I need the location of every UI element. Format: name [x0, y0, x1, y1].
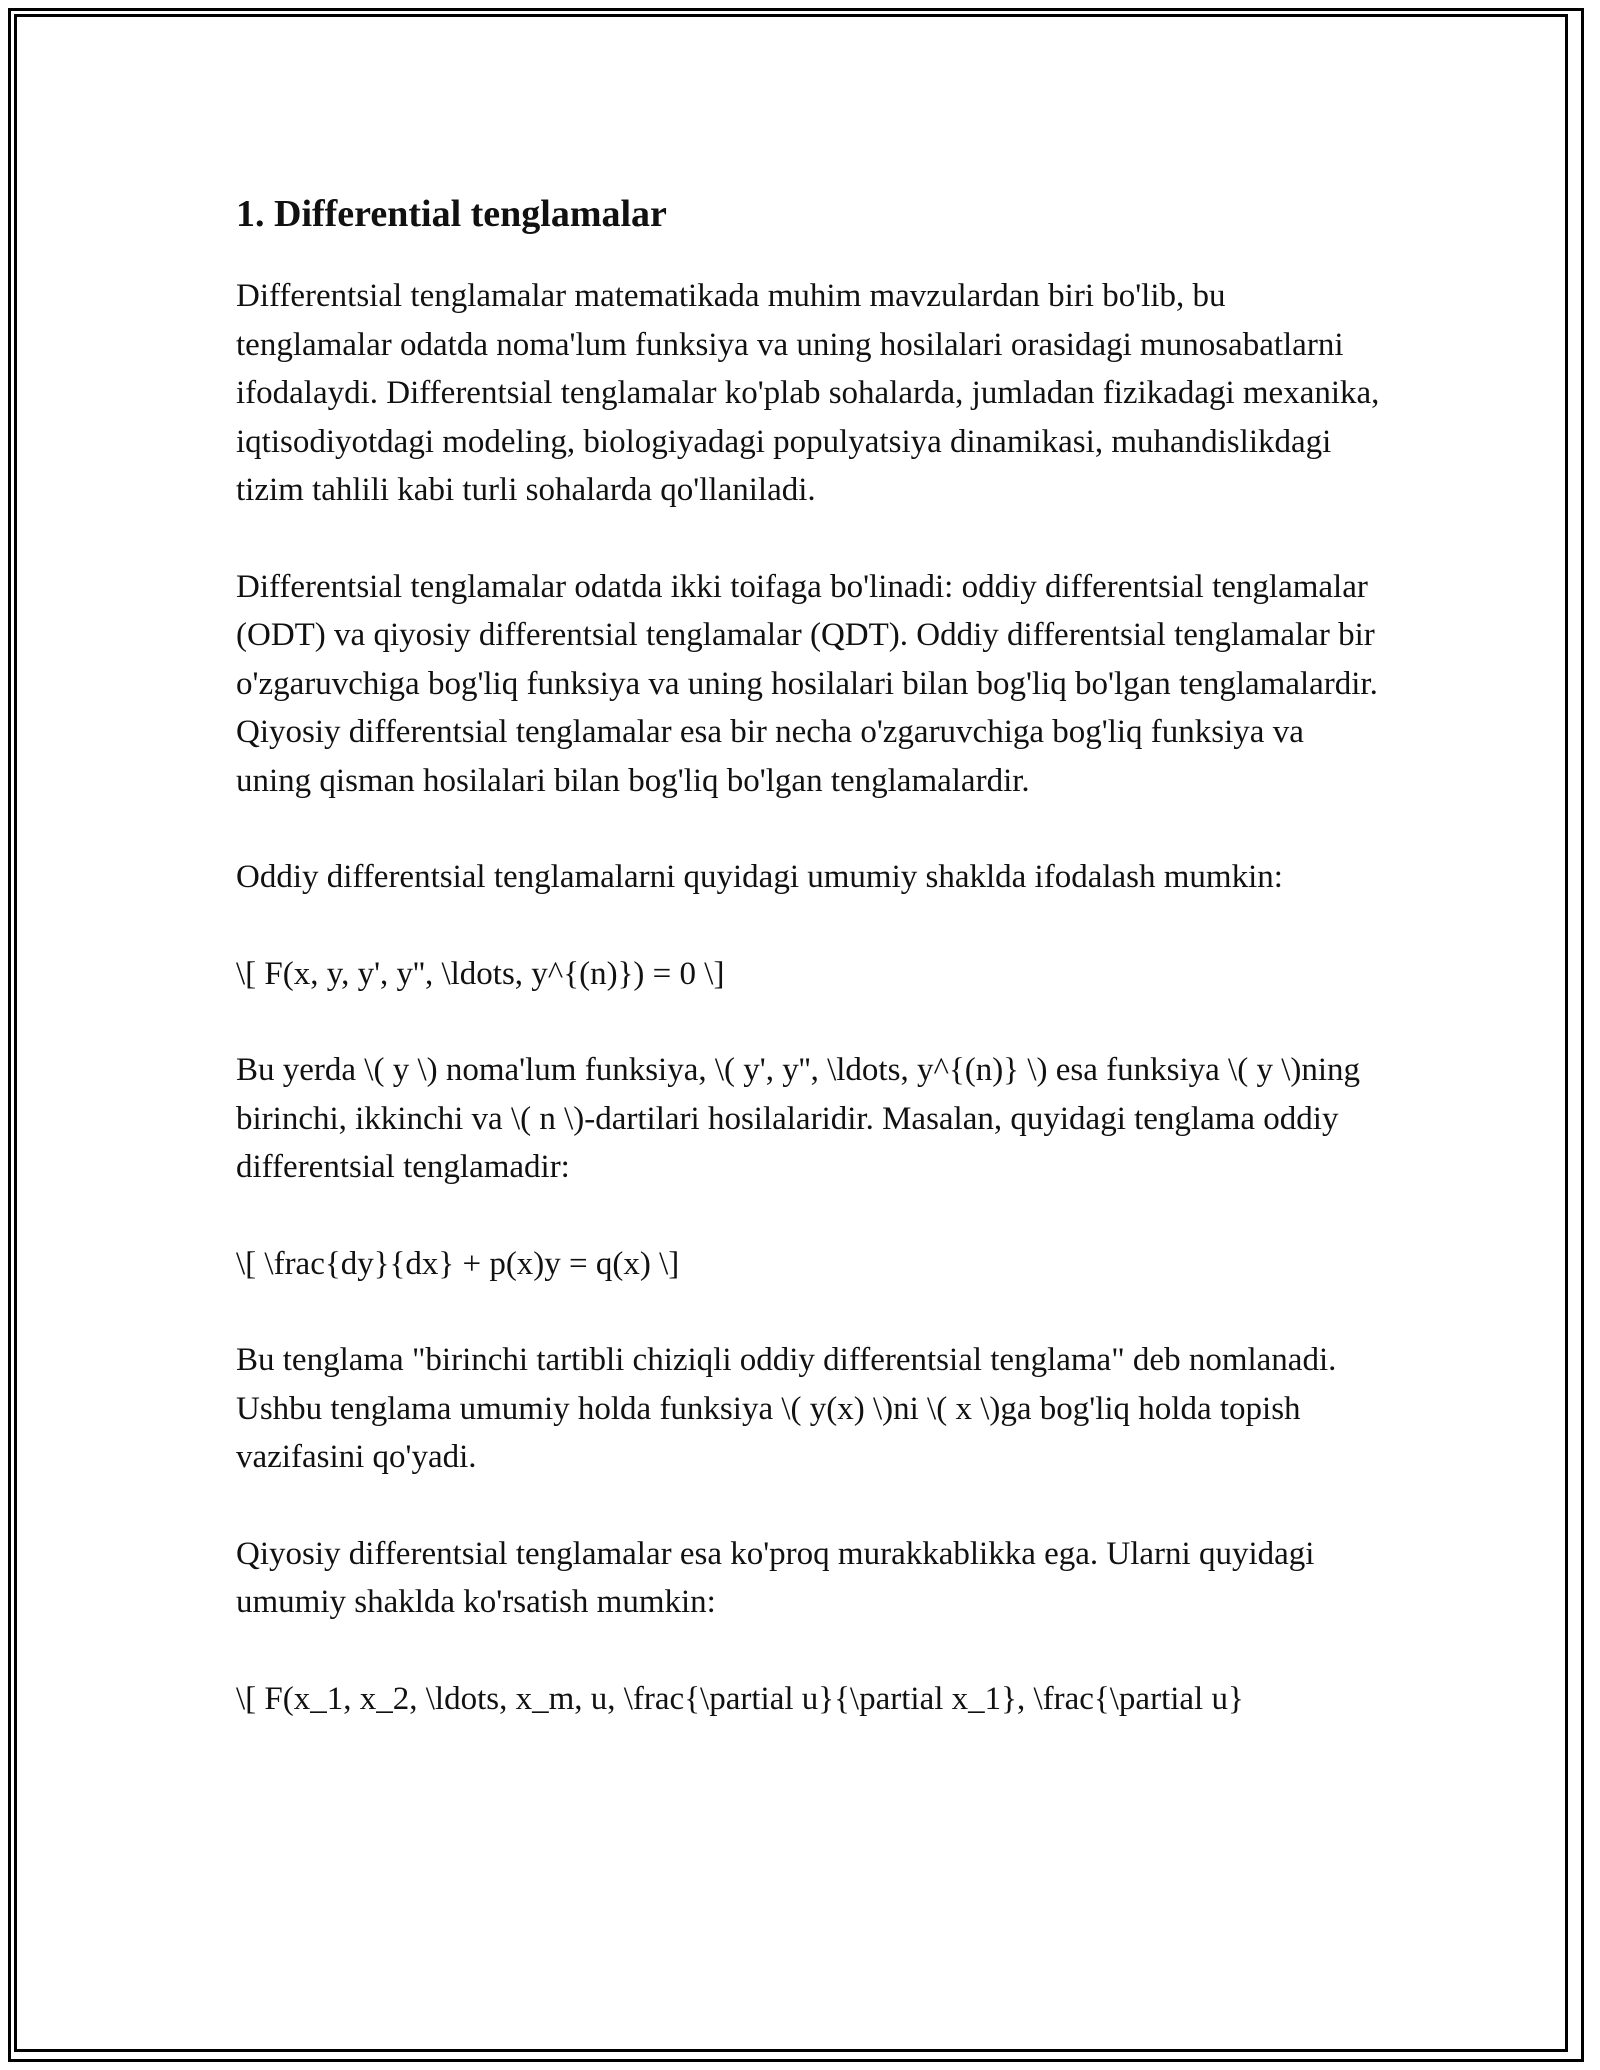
paragraph-categories: Differentsial tenglamalar odatda ikki toifaga bo'linadi: oddiy differentsial tenglamalar (ODT) va qiyosiy differentsial tenglamalar (QDT). Oddiy differentsial tenglamalar bir o'zgaruvchiga bog'liq funksiya va uning hosilalari bilan bog'liq bo'lgan tenglamalardir. Qiyosiy differentsial tenglamalar esa bir necha o'zgaruvchiga bog'liq funksiya va uning qisman hosilalari bilan bog'liq bo'lgan tenglamalardir.: [236, 568, 1378, 799]
paragraph-ode-explanation: Bu yerda \( y \) noma'lum funksiya, \( y', y'', \ldots, y^{(n)} \) esa funksiya \( y \)ning birinchi, ikkinchi va \( n \)-dartilari hosilalaridir. Masalan, quyidagi tenglama oddiy differentsial tenglamadir:: [236, 1052, 1361, 1185]
section-heading: 1. Differential tenglamalar: [236, 193, 667, 235]
paragraph-linear-ode: Bu tenglama "birinchi tartibli chiziqli oddiy differentsial tenglama" deb nomlanadi. Ushbu tenglama umumiy holda funksiya \( y(x) \)ni \( x \)ga bog'liq holda topish vazifasini qo'yadi.: [236, 1342, 1337, 1475]
formula-linear-ode: \[ \frac{dy}{dx} + p(x)y = q(x) \]: [236, 1245, 680, 1282]
formula-pde-general: \[ F(x_1, x_2, \ldots, x_m, u, \frac{\partial u}{\partial x_1}, \frac{\partial u}: [236, 1680, 1244, 1717]
document-body: [236, 186, 1386, 1771]
formula-ode-general: \[ F(x, y, y', y'', \ldots, y^{(n)}) = 0 \]: [236, 955, 725, 992]
paragraph-intro: Differentsial tenglamalar matematikada muhim mavzulardan biri bo'lib, bu tenglamalar odatda noma'lum funksiya va uning hosilalari orasidagi munosabatlarni ifodalaydi. Differentsial tenglamalar ko'plab sohalarda, jumladan fizikadagi mexanika, iqtisodiyotdagi modeling, biologiyadagi populyatsiya dinamikasi, muhandislikdagi tizim tahlili kabi turli sohalarda qo'llaniladi.: [236, 278, 1380, 508]
paragraph-pde-intro: Qiyosiy differentsial tenglamalar esa ko'proq murakkablikka ega. Ularni quyidagi umumiy shaklda ko'rsatish mumkin:: [236, 1535, 1315, 1620]
paragraph-ode-general: Oddiy differentsial tenglamalarni quyidagi umumiy shaklda ifodalash mumkin:: [236, 859, 1283, 895]
